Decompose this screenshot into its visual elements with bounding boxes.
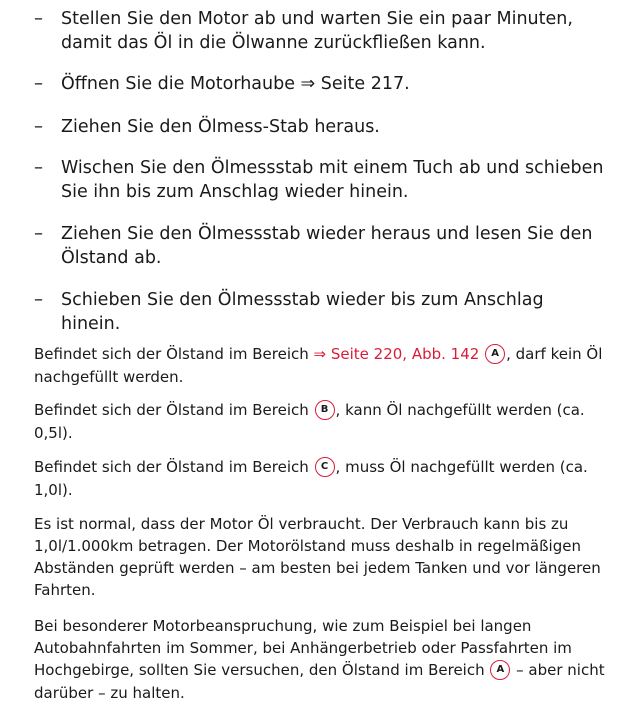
para-text: Befindet sich der Ölstand im Bereich [34,345,314,363]
range-a-badge: A [490,660,510,680]
oil-level-range-b-paragraph [34,399,606,444]
step-text: Öffnen Sie die Motorhaube ⇒ Seite 217. [61,74,410,94]
para-text: , darf kein Öl nachgefüllt werden. [34,345,603,386]
step-text: Stellen Sie den Motor ab und warten Sie ein paar Minuten, damit das Öl in die Ölwanne zurückfließen kann. [61,9,573,53]
para-text: Befindet sich der Ölstand im Bereich [34,401,314,419]
step-dash: – [34,223,43,244]
para-text: , kann Öl nachgefüllt werden (ca. 0,5l). [34,401,585,442]
para-text: Bei besonderer Motorbeanspruchung, wie zum Beispiel bei langen Autobahnfahrten im Sommer, bei Anhängerbetrieb oder Passfahrten im Hochgebirge, sollten Sie versuchen, den Ölstand im Bereich [34,617,572,679]
oil-level-range-c-paragraph [34,456,606,501]
step-dash: – [34,116,43,137]
para-text: , muss Öl nachgefüllt werden (ca. 1,0l). [34,458,588,499]
para-text: – aber nicht darüber – zu halten. [34,661,605,702]
step-dash: – [34,289,43,310]
high-load-paragraph [34,615,606,704]
step-dash: – [34,8,43,29]
oil-level-range-a-paragraph [34,343,606,388]
range-b-badge: B [315,400,335,420]
para-text: Befindet sich der Ölstand im Bereich [34,458,314,476]
step-text: Schieben Sie den Ölmessstab wieder bis zum Anschlag hinein. [61,290,544,334]
step-dash: – [34,73,43,94]
step-text: Wischen Sie den Ölmessstab mit einem Tuch ab und schieben Sie ihn bis zum Anschlag wieder hinein. [61,158,604,202]
range-a-badge: A [485,344,505,364]
oil-consumption-paragraph: Es ist normal, dass der Motor Öl verbraucht. Der Verbrauch kann bis zu 1,0l/1.000km betragen. Der Motorölstand muss deshalb in regelmäßigen Abständen geprüft werden – am besten bei jedem Tanken und vor längeren Fahrten. [34,515,601,599]
range-c-badge: C [315,457,335,477]
step-text: Ziehen Sie den Ölmess-Stab heraus. [61,117,380,137]
page-reference-link[interactable]: ⇒ Seite 220, Abb. 142 [313,345,480,363]
step-text: Ziehen Sie den Ölmessstab wieder heraus und lesen Sie den Ölstand ab. [61,224,593,268]
step-dash: – [34,157,43,178]
